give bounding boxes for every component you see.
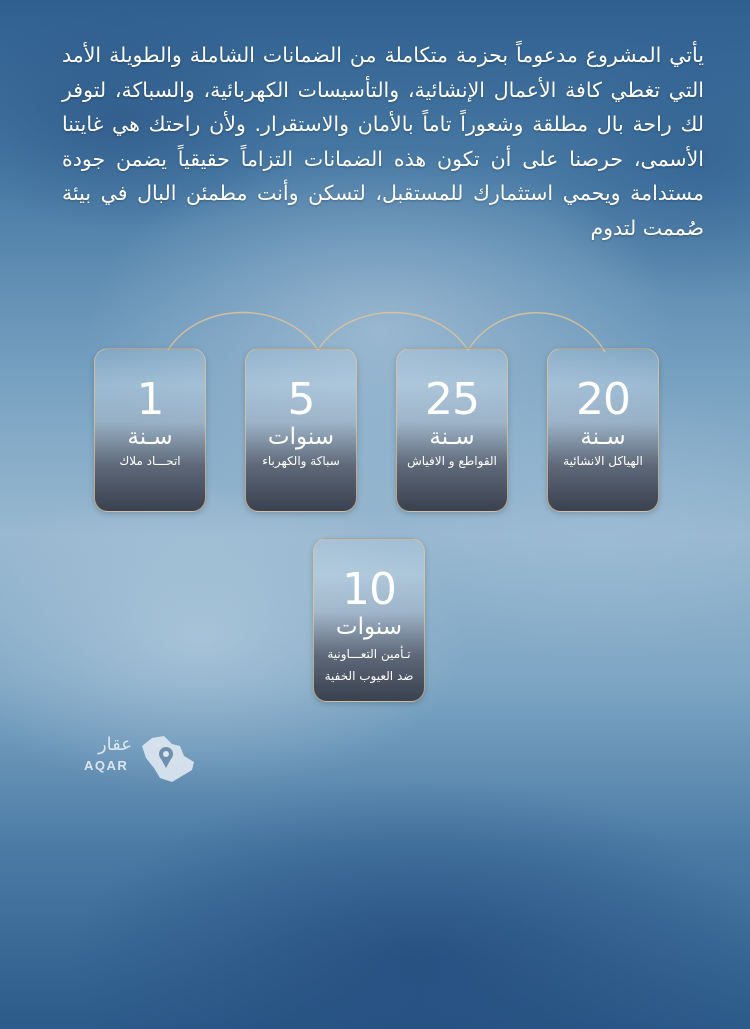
warranty-card-owners-association [94,348,206,512]
aqar-logo [84,732,204,782]
warranty-unit: سـنة [127,424,173,450]
warranty-card-plumbing-electric [245,348,357,512]
logo-arabic-text: عقار [97,734,132,755]
warranty-unit: سنوات [335,614,403,640]
warranty-years: 1 [136,374,164,425]
warranty-label: سباكة والكهرباء [262,454,340,468]
warranty-unit: سـنة [429,424,475,450]
warranty-card-structures [547,348,659,512]
logo-english-text: AQAR [84,758,129,773]
warranty-years: 20 [576,374,630,425]
warranty-label: اتحـــاد ملاك [119,454,181,468]
warranty-unit: سنوات [267,424,335,450]
warranty-unit: سـنة [580,424,626,450]
intro-paragraph: يأتي المشروع مدعوماً بحزمة متكاملة من الضمانات الشاملة والطويلة الأمد التي تغطي كافة الأعمال الإنشائية، والتأسيسات الكهربائية، والسباكة، لتوفر لك راحة بال مطلقة وشعوراً تاماً بالأمان والاستقرار. ولأن راحتك هي غايتنا الأسمى، حرصنا على أن تكون هذه الضمانات التزاماً حقيقياً يضمن جودة مستدامة ويحمي استثمارك للمستقبل، لتسكن وأنت مطمئن البال في بيئة صُممت لتدوم [62,43,704,240]
warranty-label: القواطع و الافياش [407,454,497,468]
warranty-years: 10 [342,564,396,615]
saudi-map-pin-icon [138,732,198,784]
warranty-years: 25 [425,374,479,425]
warranty-label: تـأمين التعـــاونية ضد العيوب الخفية [324,647,414,683]
warranty-card-switches-sockets [396,348,508,512]
warranty-years: 5 [287,374,315,425]
warranty-label: الهياكل الانشائية [563,454,643,468]
warranty-card-hidden-defects [313,538,425,702]
